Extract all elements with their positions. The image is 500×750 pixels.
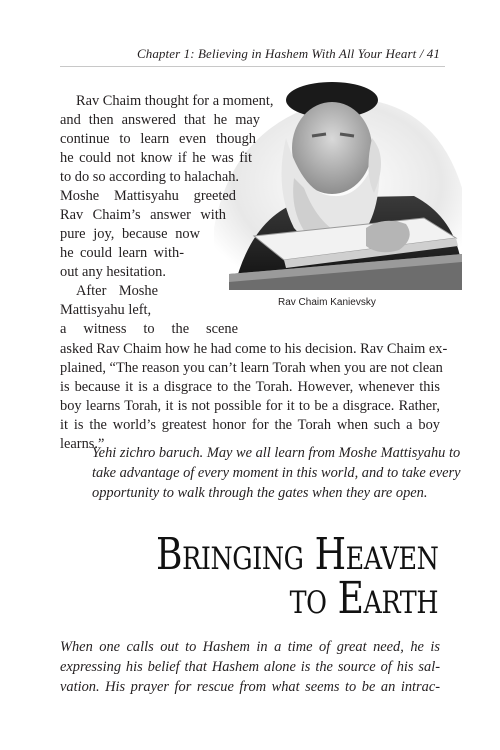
text-line: and then answered that he may <box>60 112 260 128</box>
section-heading-line1: Bringing Heaven <box>155 529 438 580</box>
text-line: is because it is a disgrace to the Torah. However, whenever this <box>60 379 440 395</box>
section-heading-line2: to Earth <box>289 573 438 624</box>
text-line: After Moshe <box>76 283 158 299</box>
text-line: Rav Chaim thought for a moment, <box>76 93 274 109</box>
running-head: Chapter 1: Believing in Hashem With All Your Heart / 41 <box>136 46 440 61</box>
text-line: plained, “The reason you can’t learn Torah when you are not clean <box>60 360 443 376</box>
text-line: asked Rav Chaim how he had come to his decision. Rav Chaim ex- <box>60 341 448 357</box>
text-line: a witness to the scene <box>60 321 238 337</box>
intro-line: When one calls out to Hashem in a time of great need, he is <box>60 639 440 655</box>
text-line: it is the world’s greatest honor for the Torah when such a boy <box>60 417 440 433</box>
text-line: pure joy, because now <box>60 226 200 242</box>
text-line: learns.” <box>60 436 105 452</box>
text-line: out any hesitation. <box>60 264 166 280</box>
intro-line: vation. His prayer for rescue from what seems to be an intrac- <box>60 679 440 695</box>
italic-line: take advantage of every moment in this world, and to take every <box>92 465 461 481</box>
text-line: to do so according to halachah. <box>60 169 240 185</box>
header-rule <box>60 66 445 67</box>
text-line: Moshe Mattisyahu greeted <box>60 188 236 204</box>
text-line: continue to learn even though <box>60 131 256 147</box>
text-line: he could learn with- <box>60 245 184 261</box>
text-line: Mattisyahu left, <box>60 302 152 318</box>
intro-line: expressing his belief that Hashem alone is the source of his sal- <box>60 659 440 675</box>
photo-caption: Rav Chaim Kanievsky <box>278 297 376 308</box>
text-line: boy learns Torah, it is not possible for it to be a disgrace. Rather, <box>60 398 440 414</box>
text-line: Rav Chaim’s answer with <box>60 207 226 223</box>
italic-line: Yehi zichro baruch. May we all learn from Moshe Mattisyahu to <box>92 445 461 461</box>
italic-line: opportunity to walk through the gates when they are open. <box>92 485 428 501</box>
text-line: he could not know if he was fit <box>60 150 252 166</box>
